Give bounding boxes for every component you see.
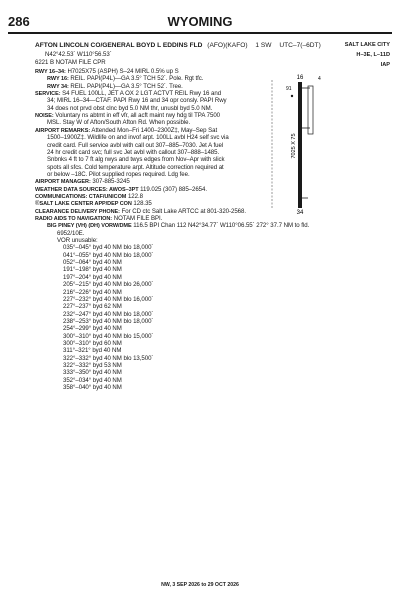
apron — [308, 86, 313, 134]
remark-text: 352°–034° byd 40 NM — [63, 376, 122, 384]
remark-text: or below –18C. Pilot supplied ropes required. Ldg fee. — [47, 170, 190, 178]
remark-line — [63, 377, 122, 384]
remark-text: REIL. PAPI(P4L)—GA 3.5° TCH 52´. Tree. — [68, 82, 183, 90]
remark-text: 311°–321° byd 40 NM — [63, 347, 122, 355]
enroute-ref: H–3E, L–11D — [356, 52, 390, 58]
remark-line — [63, 384, 122, 391]
remark-line — [47, 142, 223, 149]
remark-text: credit card. Full service avbl with call out 307–885–7030. Jet A fuel — [47, 141, 224, 149]
remark-line — [63, 296, 153, 303]
remark-label: NOISE: — [35, 113, 54, 120]
remark-line — [63, 274, 122, 281]
remark-line — [47, 222, 309, 230]
remark-line — [47, 134, 229, 141]
remark-text: H7025X75 (ASPH) S–24 MIRL 0.5% up S — [65, 68, 179, 75]
remark-label: CLEARANCE DELIVERY PHONE: — [35, 208, 120, 215]
remark-text: 035°–045° byd 40 NM blo 18,000´ — [63, 244, 154, 252]
remark-line — [47, 149, 219, 156]
runway-end-16-label: 16 — [296, 75, 304, 81]
remark-line — [63, 318, 153, 325]
remark-label: SALT LAKE CENTER APP/DEP CON — [39, 201, 132, 208]
remark-text: spots all sfcs. Cold temperature arpt. Altitude correction required at — [47, 163, 224, 171]
remark-text: 300°–310° byd 40 NM blo 15,000´ — [63, 332, 154, 340]
remark-line — [47, 171, 190, 178]
remark-line — [63, 266, 122, 273]
remark-text: 254°–299° byd 40 NM — [63, 325, 122, 333]
airport-name: AFTON LINCOLN CO/GENERAL BOYD L EDDINS FLD — [35, 42, 203, 49]
runway-dimension-label: 7025 X 75 — [291, 133, 297, 159]
remark-label: RWY 34: — [47, 83, 69, 90]
terminal-service-marker: ® — [35, 200, 40, 208]
iap-ref: IAP — [380, 62, 390, 68]
remark-line — [63, 369, 122, 376]
remark-text: 322°–332° byd 53 NM — [63, 362, 122, 369]
remark-text: 041°–055° byd 40 NM blo 18,000´ — [63, 251, 154, 259]
remark-text: REIL. PAPI(P4L)—GA 3.5° TCH 52´. Pole. Rgt tfc. — [68, 75, 204, 83]
remark-label: AIRPORT REMARKS: — [35, 127, 91, 134]
remark-text: 191°–198° byd 40 NM — [63, 266, 122, 274]
remark-text: 122.8 — [126, 192, 143, 200]
remark-text: NOTAM FILE BPI. — [112, 215, 163, 222]
remark-text: 24 hr credit card svc; full svc Jet avbl with callout 307–888–1485. — [47, 148, 220, 156]
remark-text: 307-885-3245 — [90, 178, 130, 186]
obstacle-height-label: 91 — [286, 86, 292, 92]
remark-line — [47, 97, 227, 104]
remark-line — [63, 333, 153, 340]
remark-line — [47, 119, 190, 126]
remark-line — [57, 230, 84, 237]
remark-line — [57, 237, 98, 244]
remark-text: 128.35 — [131, 200, 152, 208]
remark-text: 300°–310° byd 60 NM — [63, 339, 122, 347]
remark-text: MSL. Stay W of Afton/South Afton Rd. When possible. — [47, 119, 191, 127]
remark-text: 1500–1900Z‡. Wildlife on and invof arpt. 100LL avbl H24 self svc via — [47, 134, 229, 142]
remark-label: RWY 16–34: — [35, 69, 66, 75]
runway-16-34 — [298, 82, 302, 208]
remark-line — [47, 105, 212, 112]
remark-text: 34 does not prvd obst clnc byd 5.0 NM thr, unusbl byd 5.0 NM. — [47, 104, 213, 112]
remark-line — [63, 289, 122, 296]
remark-line — [63, 347, 121, 354]
airport-diagram — [268, 68, 328, 216]
remark-line — [63, 362, 122, 369]
remark-text: 358°–040° byd 40 NM — [63, 384, 122, 392]
airport-location: 1 SW — [255, 42, 272, 49]
sectional-ref: SALT LAKE CITY — [344, 42, 390, 48]
remark-text: 322°–332° byd 40 NM blo 13,500´ — [63, 354, 154, 362]
remark-line — [47, 156, 225, 163]
remark-line — [63, 281, 153, 288]
remark-text: Snbnks 4 ft to 7 ft alg rwys and twys edges from Nov–Apr with slick — [47, 156, 225, 164]
remark-label: RWY 16: — [47, 76, 69, 83]
remark-line — [63, 244, 153, 251]
remark-label: AIRPORT MANAGER: — [35, 179, 91, 186]
remark-text: For CD ctc Salt Lake ARTCC at 801-320-2568. — [119, 207, 246, 215]
remark-text: 333°–350° byd 40 NM — [63, 369, 122, 377]
page-number: 286 — [8, 14, 30, 29]
remark-text: 119.025 (307) 885–2654. — [138, 185, 208, 193]
remark-text: 238°–253° byd 40 NM blo 18,000´ — [63, 317, 154, 325]
remark-text: 216°–226° byd 40 NM — [63, 288, 122, 296]
remark-line — [47, 164, 224, 171]
remark-text: 116.5 BPI Chan 112 N42°34.77´ W110°06.55´ 272° 37.7 NM to fld. — [131, 222, 310, 230]
effective-dates-footer: NW, 3 SEP 2026 to 29 OCT 2026 — [161, 582, 239, 588]
airport-title-line — [35, 42, 321, 49]
remark-text: 227°–237° byd 62 NM — [63, 303, 122, 311]
remark-text: 34; MIRL 16–34—CTAF. PAPI Rwy 16 and 34 opr consly. PAPI Rwy — [47, 97, 227, 105]
remark-line — [63, 252, 153, 259]
remark-label: RADIO AIDS TO NAVIGATION: — [35, 216, 113, 222]
remark-text: 232°–247° byd 40 NM blo 18,000´ — [63, 310, 154, 318]
remark-text: Attended Mon–Fri 1400–2300Z‡, May–Sep Sat — [90, 126, 218, 134]
airport-utc: UTC–7(–6DT) — [279, 42, 321, 49]
remark-line — [63, 325, 122, 332]
bearing-label: 4 — [318, 76, 321, 82]
remark-label: BIG PINEY (VH) (DH) VORW/DME — [47, 223, 132, 230]
airport-elev-line: 6221 B NOTAM FILE CPR — [35, 59, 106, 66]
remark-line — [63, 311, 153, 318]
runway-end-34-label: 34 — [296, 210, 304, 216]
header-rule — [8, 32, 392, 34]
airport-diagram-svg — [268, 68, 328, 216]
obstacle-icon — [291, 95, 293, 97]
remark-line — [63, 340, 122, 347]
remark-label: SERVICE: — [35, 91, 61, 98]
remark-label: WEATHER DATA SOURCES: AWOS–3PT — [35, 186, 139, 193]
remark-text: 205°–215° byd 40 NM blo 26,000´ — [63, 281, 154, 289]
airport-ident: (AFO)(KAFO) — [207, 42, 248, 49]
remark-line — [63, 355, 153, 362]
state-title: WYOMING — [167, 14, 233, 29]
remark-text: 6952/10E. — [57, 229, 85, 237]
remark-label: COMMUNICATIONS: CTAF/UNICOM — [35, 193, 127, 200]
remark-line — [63, 259, 122, 266]
remark-text: 227°–232° byd 40 NM blo 16,000´ — [63, 295, 154, 303]
remark-text: 197°–204° byd 40 NM — [63, 273, 122, 281]
remark-text: VOR unusable: — [57, 237, 98, 245]
remark-text: S4 FUEL 100LL, JET A OX 2 LGT ACTVT REIL Rwy 16 and — [60, 90, 222, 98]
airport-coords: N42°42.53´ W110°56.53´ — [45, 51, 112, 58]
remark-text: Voluntary ns abtmt in eff vfr, all acft maint rwy hdg til TPA 7500 — [53, 112, 220, 120]
remark-line — [63, 303, 122, 310]
remark-text: 052°–064° byd 40 NM — [63, 259, 122, 267]
